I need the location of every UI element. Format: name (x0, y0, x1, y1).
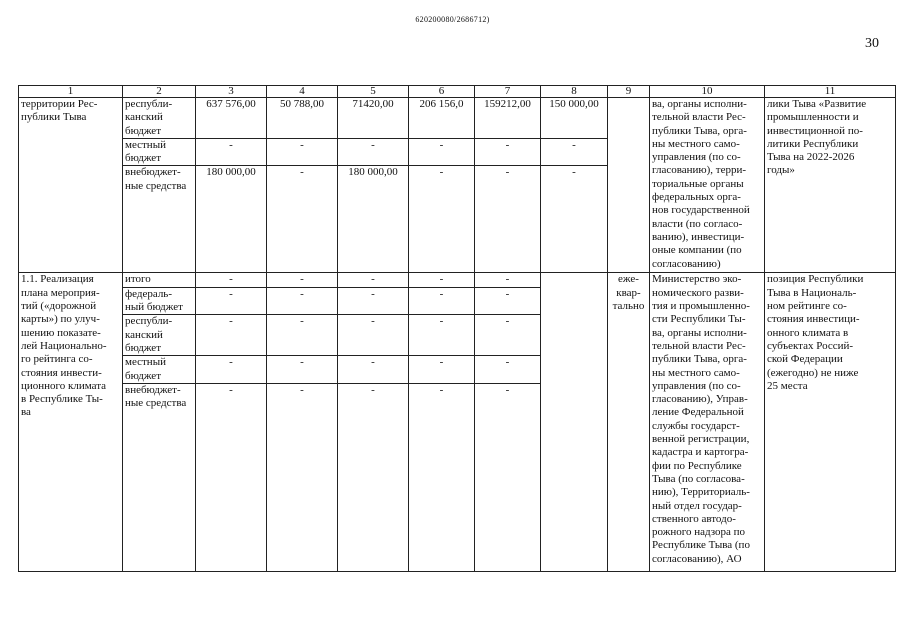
value-cell: - (196, 273, 267, 287)
value-cell: - (267, 166, 338, 273)
value-cell: - (409, 356, 475, 384)
value-cell: - (409, 166, 475, 273)
value-cell: 637 576,00 (196, 98, 267, 139)
value-cell: - (338, 138, 409, 166)
measure-name: 1.1. Реализация плана мероприя- тий («дорожной карты») по улуч- шению показате- лей Национально- го рейтинга со- стояния инвести- ционного климата в Республике Ты- ва (19, 273, 123, 571)
value-cell: - (475, 315, 541, 356)
executors-cell: Министерство эко- номического разви- тия и промышленно- сти Республики Ты- ва, органы исполни- тельной власти Рес- публики Тыва, орга- ны местного само- управления (по со- гласованию), Управ- ление Федеральной службы государст- венной регистрации, кадастра и картогра- фии по Республике Тыва (по согласова- нию), Территориаль- ный отдел государ- ственного автодо- рожного надзора по Республике Тыва (по согласованию), АО (650, 273, 765, 571)
result-cell: лики Тыва «Развитие промышленности и инвестиционной по- литики Республики Тыва на 2022-2026 годы» (765, 98, 896, 273)
header-cell: 2 (123, 86, 196, 98)
value-cell: - (409, 383, 475, 571)
result-cell: позиция Республики Тыва в Националь- ном рейтинге со- стояния инвестици- онного климата в субъектах Россий- ской Федерации (ежегодно) не ниже 25 места (765, 273, 896, 571)
value-cell: - (475, 383, 541, 571)
funding-source: республи- канский бюджет (123, 315, 196, 356)
value-cell: - (267, 315, 338, 356)
table-row (19, 98, 896, 139)
value-cell: 50 788,00 (267, 98, 338, 139)
funding-source: местный бюджет (123, 356, 196, 384)
header-row (19, 86, 896, 98)
value-cell: 206 156,0 (409, 98, 475, 139)
value-cell: - (338, 383, 409, 571)
value-cell: 180 000,00 (196, 166, 267, 273)
page-number: 30 (865, 36, 879, 51)
funding-source: внебюджет- ные средства (123, 166, 196, 273)
header-cell: 7 (475, 86, 541, 98)
value-cell: 71420,00 (338, 98, 409, 139)
value-cell: - (338, 356, 409, 384)
executors-cell: ва, органы исполни- тельной власти Рес- публики Тыва, орга- ны местного само- управления (по со- гласованию), терри- ториальные органы федеральных орга- нов государственной власти (по согласо- ванию), инвестици- оные компании (по согласованию) (650, 98, 765, 273)
header-cell: 8 (541, 86, 608, 98)
document-id: 620200080/2686712) (415, 15, 490, 24)
value-cell: - (541, 138, 608, 166)
value-cell: - (196, 315, 267, 356)
header-cell: 1 (19, 86, 123, 98)
value-cell: - (267, 356, 338, 384)
term-cell: еже- квар- тально (608, 273, 650, 571)
value-cell: - (196, 356, 267, 384)
value-cell: - (541, 166, 608, 273)
header-cell: 10 (650, 86, 765, 98)
value-cell: - (267, 138, 338, 166)
value-cell: - (338, 287, 409, 315)
funding-source: итого (123, 273, 196, 287)
value-cell: - (409, 138, 475, 166)
value-cell: - (475, 273, 541, 287)
header-cell: 4 (267, 86, 338, 98)
value-cell: - (338, 273, 409, 287)
funding-source: федераль- ный бюджет (123, 287, 196, 315)
value-cell: - (475, 287, 541, 315)
value-cell: - (196, 287, 267, 315)
value-cell: - (338, 315, 409, 356)
value-cell: - (475, 356, 541, 384)
value-cell: - (267, 287, 338, 315)
value-cell: 150 000,00 (541, 98, 608, 139)
value-cell: - (267, 273, 338, 287)
value-cell: - (409, 273, 475, 287)
funding-source: внебюджет- ные средства (123, 383, 196, 571)
term-cell (608, 98, 650, 273)
header-cell: 6 (409, 86, 475, 98)
funding-source: республи- канский бюджет (123, 98, 196, 139)
measure-name: территории Рес- публики Тыва (19, 98, 123, 273)
value-cell: 180 000,00 (338, 166, 409, 273)
value-cell: - (409, 287, 475, 315)
value-cell: - (409, 315, 475, 356)
program-table (18, 85, 896, 572)
value-cell: 159212,00 (475, 98, 541, 139)
funding-source: местный бюджет (123, 138, 196, 166)
value-cell: - (267, 383, 338, 571)
header-cell: 9 (608, 86, 650, 98)
value-cell (541, 273, 608, 571)
value-cell: - (475, 138, 541, 166)
header-cell: 5 (338, 86, 409, 98)
value-cell: - (196, 383, 267, 571)
header-cell: 3 (196, 86, 267, 98)
table-row (19, 273, 896, 287)
value-cell: - (196, 138, 267, 166)
value-cell: - (475, 166, 541, 273)
header-cell: 11 (765, 86, 896, 98)
